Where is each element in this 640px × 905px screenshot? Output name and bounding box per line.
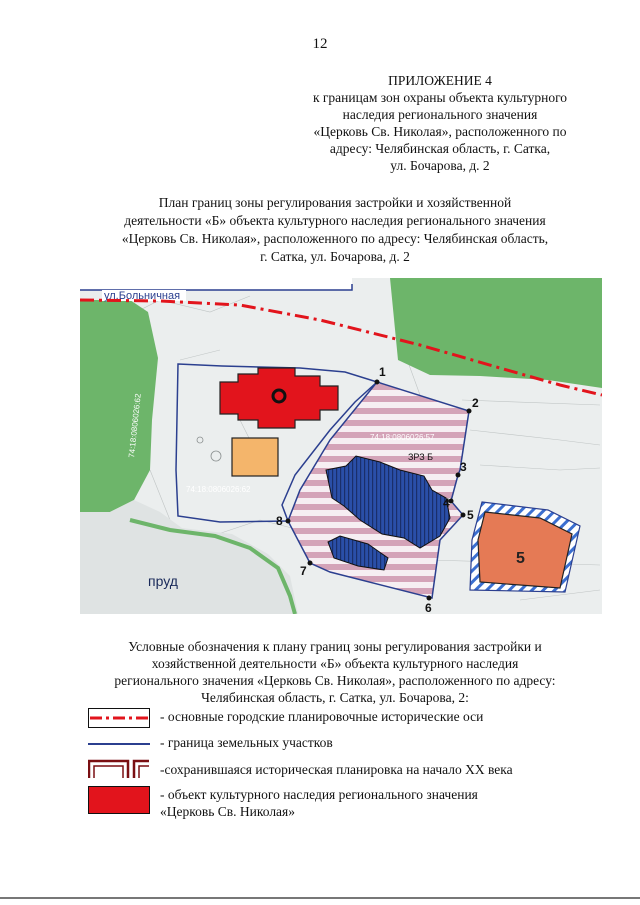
legend-item-boundary [88,734,568,756]
building-orange [232,438,278,476]
parcel-label-west: 74:18:0806026:62 [127,393,143,459]
legend-heritage-text: - объект культурного наследия регионального значения [160,787,478,802]
legend-heritage-icon [88,786,150,814]
legend-boundary-text: - граница земельных участков [160,735,333,750]
legend-heritage-text-2: «Церковь Св. Николая» [160,804,296,819]
legend-planning-text: -сохранившаяся историческая планировка на начало XX века [160,762,513,777]
plan-title-line: План границ зоны регулирования застройки и хозяйственной [158,195,512,210]
plan-title-line: деятельности «Б» объекта культурного наследия регионального значения [124,213,546,228]
boundary-point-label: 5 [467,508,474,522]
legend-title [60,638,610,706]
pond-label: пруд [148,573,178,589]
appendix-line: ул. Бочарова, д. 2 [390,158,490,173]
bottom-rule [0,897,640,899]
boundary-point-marker [308,561,313,566]
legend-item-planning [88,758,568,782]
appendix-line: к границам зон охраны объекта культурного [312,90,568,105]
appendix-title: ПРИЛОЖЕНИЕ 4 [388,73,492,88]
boundary-point-label: 1 [379,365,386,379]
plan-title [60,194,610,266]
boundary-point-marker [375,380,380,385]
boundary-point-label: 4 [443,496,450,510]
legend-boundary-icon [88,734,150,754]
legend-planning-icon [88,758,150,778]
boundary-point-marker [467,409,472,414]
map-header-strip [80,278,352,290]
plan-title-line: «Церковь Св. Николая», расположенного по адресу: Челябинская область, [121,231,549,246]
appendix-line: «Церковь Св. Николая», расположенного по [313,124,567,139]
parcel-label-church: 74:18:0806026:62 [186,485,251,494]
parcel-label-zone: 74:18:0806026:57 [370,433,435,442]
church-building [220,368,338,428]
boundary-point-label: 6 [425,601,432,614]
appendix-line: наследия регионального значения [342,107,538,122]
appendix-header [270,72,610,174]
legend-title-line: Челябинская область, г. Сатка, ул. Бочарова, 2: [201,690,469,705]
plan-title-line: г. Сатка, ул. Бочарова, д. 2 [260,249,410,264]
boundary-point-marker [461,513,466,518]
boundary-point-label: 8 [276,514,283,528]
boundary-point-label: 2 [472,396,479,410]
legend-title-line: регионального значения «Церковь Св. Николая», расположенного по адресу: [114,673,556,688]
legend-axis-text: - основные городские планировочные исторические оси [160,709,484,724]
page-number: 12 [312,36,328,52]
legend-title-line: хозяйственной деятельности «Б» объекта культурного наследия [151,656,519,671]
boundary-point-label: 7 [300,564,307,578]
building-5-label: 5 [516,550,525,567]
boundary-point-marker [286,519,291,524]
boundary-point-label: 3 [460,460,467,474]
legend-item-axis [88,708,568,730]
legend-item-heritage [88,786,568,820]
street-label: ул.Больничная [104,290,181,302]
legend-title-line: Условные обозначения к плану границ зоны регулирования застройки и [128,639,542,654]
zone-label: ЗРЗ Б [408,452,434,462]
zone-map [80,278,602,614]
appendix-line: адресу: Челябинская область, г. Сатка, [329,141,551,156]
legend-axis-icon [88,708,150,728]
boundary-point-marker [427,596,432,601]
